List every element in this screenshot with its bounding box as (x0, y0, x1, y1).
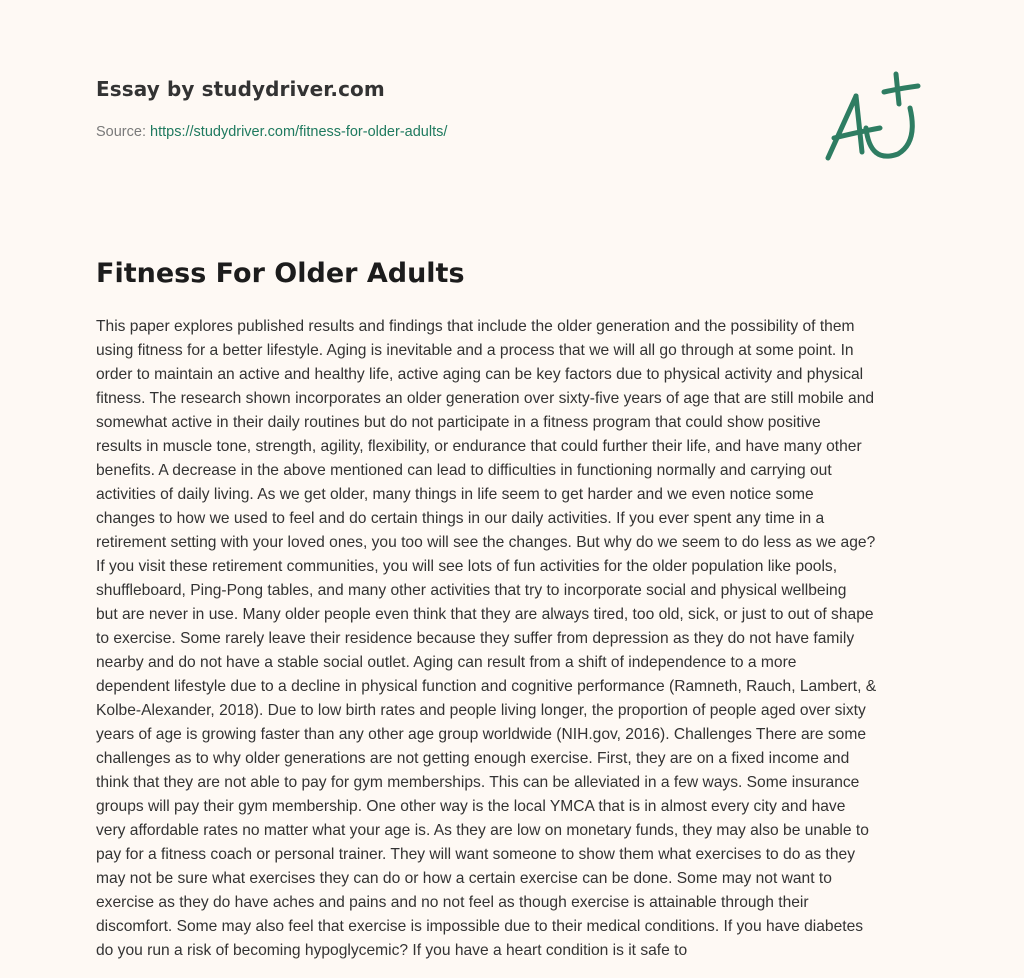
body-line: years of age is growing faster than any other age group worldwide (NIH.gov, 2016). Challenges There are some (96, 726, 867, 743)
body-line: fitness. The research shown incorporates an older generation over sixty-five years of age that are still mobile and (96, 390, 875, 407)
body-line: Kolbe-Alexander, 2018). Due to low birth rates and people living longer, the proportion of people aged over sixty (96, 702, 866, 719)
essay-header (96, 74, 796, 142)
body-line: benefits. A decrease in the above mentioned can lead to difficulties in functioning normally and carrying out (96, 462, 832, 479)
body-line: This paper explores published results and findings that include the older generation and the possibility of them (96, 318, 855, 335)
body-line: dependent lifestyle due to a decline in physical function and cognitive performance (Ramneth, Rauch, Lambert, & (96, 678, 877, 695)
a-plus-logo-svg (818, 62, 938, 172)
body-line: changes to how we used to feel and do certain things in our daily activities. If you ever spent any time in a (96, 510, 825, 527)
body-line: nearby and do not have a stable social outlet. Aging can result from a shift of independence to a more (96, 654, 797, 671)
site-title: Essay by studydriver.com (96, 77, 385, 101)
body-line: challenges as to why older generations are not getting enough exercise. First, they are on a fixed income and (96, 750, 850, 767)
body-line: exercise as they do have aches and pains and no not feel as though exercise is attainable through their (96, 894, 809, 911)
body-line: results in muscle tone, strength, agility, flexibility, or endurance that could further their life, and have many other (96, 438, 862, 455)
body-line: may not be sure what exercises they can do or how a certain exercise can be done. Some may not want to (96, 870, 832, 887)
body-line: discomfort. Some may also feel that exercise is impossible due to their medical conditions. If you have diabetes (96, 918, 864, 935)
body-line: but are never in use. Many older people even think that they are always tired, too old, sick, or just to out of shape (96, 606, 874, 623)
body-line: somewhat active in their daily routines but do not participate in a fitness program that could show positive (96, 414, 821, 431)
source-label: Source: (96, 124, 146, 140)
body-line: think that they are not able to pay for gym memberships. This can be alleviated in a few ways. Some insurance (96, 774, 860, 791)
source-link[interactable]: https://studydriver.com/fitness-for-older-adults/ (150, 124, 448, 140)
body-line: shuffleboard, Ping-Pong tables, and many other activities that try to incorporate social and physical wellbeing (96, 582, 847, 599)
body-line: very affordable rates no matter what your age is. As they are low on monetary funds, they may also be unable to (96, 822, 869, 839)
body-line: do you run a risk of becoming hypoglycemic? If you have a heart condition is it safe to (96, 942, 688, 959)
body-line: If you visit these retirement communities, you will see lots of fun activities for the older population like pools, (96, 558, 838, 575)
body-line: activities of daily living. As we get older, many things in life seem to get harder and we even notice some (96, 486, 814, 503)
body-line: order to maintain an active and healthy life, active aging can be key factors due to physical activity and physical (96, 366, 864, 383)
document-title: Fitness For Older Adults (96, 258, 465, 289)
essay-body (96, 315, 946, 963)
source-line (96, 122, 796, 142)
body-line: to exercise. Some rarely leave their residence because they suffer from depression as they do not have family (96, 630, 855, 647)
body-line: retirement setting with your loved ones, you too will see the changes. But why do we seem to do less as we age? (96, 534, 876, 551)
body-line: pay for a fitness coach or personal trainer. They will want someone to show them what exercises to do as they (96, 846, 855, 863)
a-plus-grade-icon (818, 62, 938, 172)
body-line: groups will pay their gym membership. One other way is the local YMCA that is in almost every city and have (96, 798, 846, 815)
body-line: using fitness for a better lifestyle. Aging is inevitable and a process that we will all go through at some point. In (96, 342, 854, 359)
